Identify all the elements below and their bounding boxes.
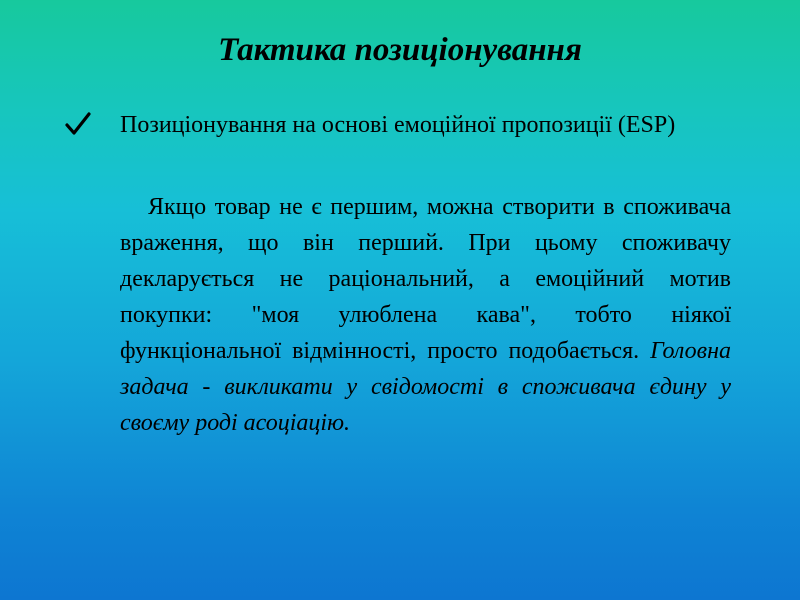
slide-title: Тактика позиціонування: [218, 32, 582, 68]
bullet-text: Позиціонування на основі емоційної пропозиції (ESP): [120, 112, 676, 138]
body-paragraph: [120, 189, 731, 441]
body-italic-text: Головна задача - викликати у свідомості в споживача єдину у своєму роді асоціацію.: [120, 338, 732, 436]
body-regular-text: Якщо товар не є першим, можна створити в споживача враження, що він перший. При цьому споживачу декларується не раціональний, а емоційний мотив покупки: "моя улюблена кава", тобто ніякої функціональної відмінності, просто подобається.: [120, 194, 731, 364]
check-icon: [64, 111, 92, 137]
